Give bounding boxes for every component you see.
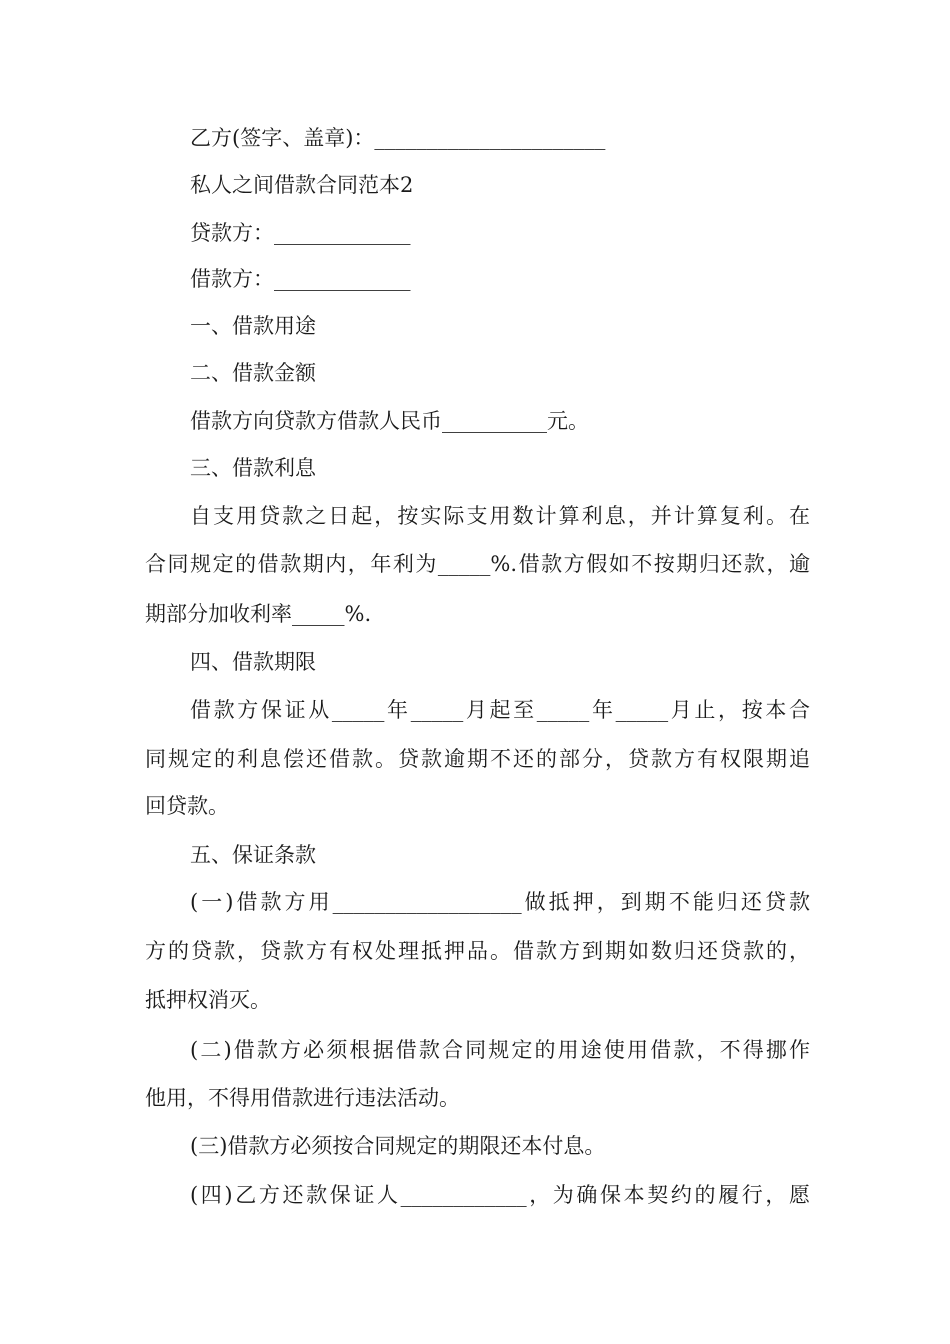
guarantee-clause-line: 方的贷款，贷款方有权处理抵押品。借款方到期如数归还贷款的， — [145, 939, 810, 963]
amount-paragraph: 借款方向贷款方借款人民币__________元。 — [190, 409, 589, 433]
guarantee-clause-line: 抵押权消灭。 — [145, 988, 271, 1012]
guarantee-clause-line: (二)借款方必须根据借款合同规定的用途使用借款，不得挪作 — [190, 1038, 810, 1062]
interest-paragraph-line: 合同规定的借款期内，年利为_____%.借款方假如不按期归还款，逾 — [145, 552, 810, 576]
section-heading-purpose: 一、借款用途 — [190, 314, 316, 338]
guarantee-clause-line: 他用，不得用借款进行违法活动。 — [145, 1086, 460, 1110]
borrower-field: 借款方：_____________ — [190, 267, 411, 291]
section-heading-amount: 二、借款金额 — [190, 361, 316, 385]
term-paragraph-line: 回贷款。 — [145, 794, 229, 818]
section-heading-guarantee: 五、保证条款 — [190, 843, 316, 867]
term-paragraph-line: 同规定的利息偿还借款。贷款逾期不还的部分，贷款方有权限期追 — [145, 747, 810, 771]
lender-field: 贷款方：_____________ — [190, 221, 411, 245]
interest-paragraph-line: 期部分加收利率_____%. — [145, 602, 372, 626]
guarantee-clause-line: (一)借款方用__________________做抵押，到期不能归还贷款 — [190, 890, 810, 914]
term-paragraph-line: 借款方保证从_____年_____月起至_____年_____月止，按本合 — [190, 698, 810, 722]
party-b-signature-line: 乙方(签字、盖章)：______________________ — [190, 126, 606, 150]
section-heading-interest: 三、借款利息 — [190, 456, 316, 480]
interest-paragraph-line: 自支用贷款之日起，按实际支用数计算利息，并计算复利。在 — [190, 504, 810, 528]
document-title: 私人之间借款合同范本2 — [190, 173, 414, 197]
guarantee-clause-line: (四)乙方还款保证人____________，为确保本契约的履行，愿 — [190, 1183, 810, 1207]
section-heading-term: 四、借款期限 — [190, 650, 316, 674]
guarantee-clause-line: (三)借款方必须按合同规定的期限还本付息。 — [190, 1134, 606, 1158]
